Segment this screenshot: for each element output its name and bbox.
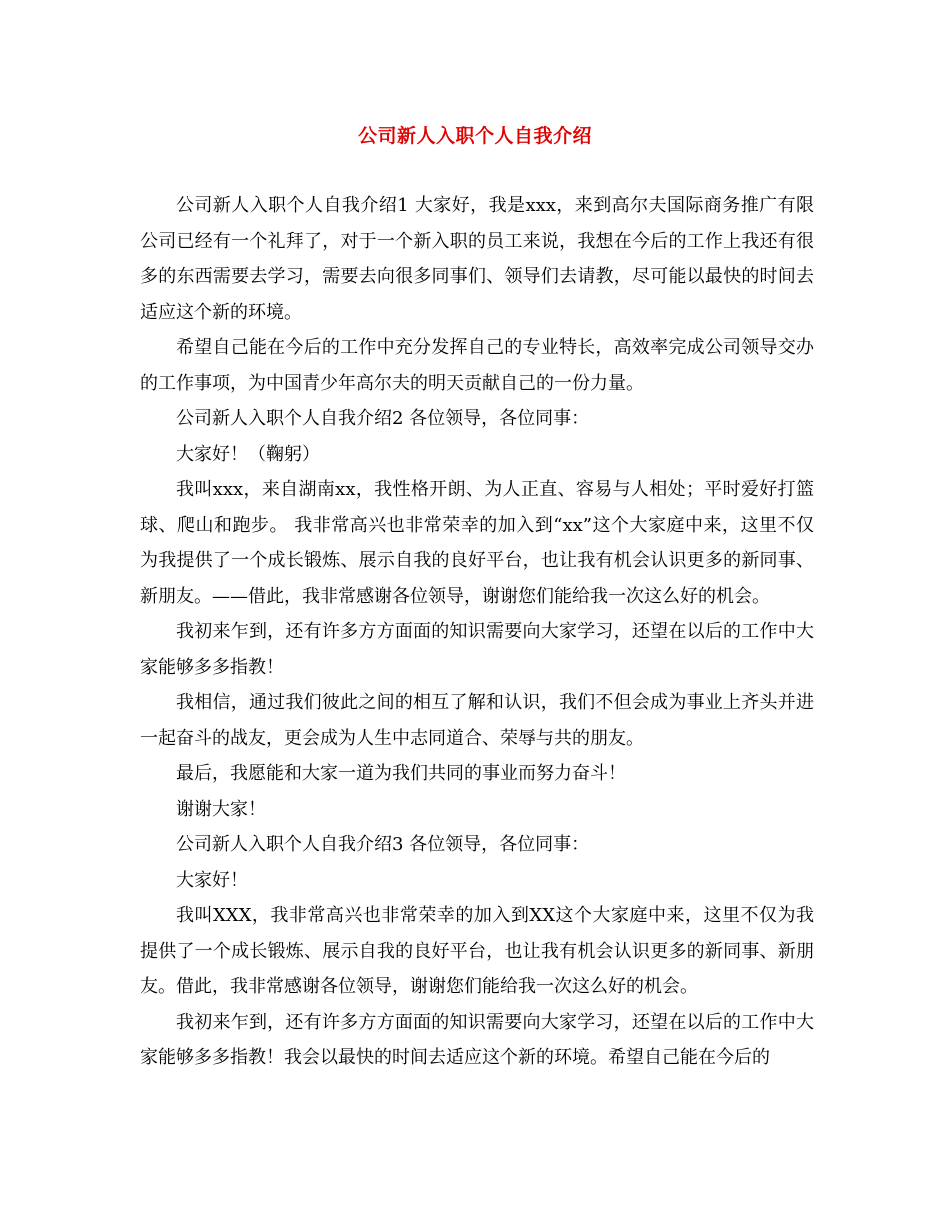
paragraph-thanks: 谢谢大家！ <box>176 798 266 820</box>
paragraph-new-arrival: 我初来乍到，还有许多方方面面的知识需要向大家学习，还望在以后的工作中大家能够多多指教！ <box>140 621 814 678</box>
paragraph-greeting-2: 大家好！ <box>176 869 248 891</box>
paragraph-greeting: 大家好！（鞠躬） <box>176 443 320 465</box>
paragraph-self-introduction-2: 我叫XXX，我非常高兴也非常荣幸的加入到XX这个大家庭中来，这里不仅为我提供了一个成长锻炼、展示自我的良好平台，也让我有机会认识更多的新同事、新朋友。借此，我非常感谢各位领导，谢谢您们能给我一次这么好的机会。 <box>140 905 814 997</box>
paragraph-belief: 我相信，通过我们彼此之间的相互了解和认识，我们不但会成为事业上齐头并进一起奋斗的战友，更会成为人生中志同道合、荣辱与共的朋友。 <box>140 692 814 749</box>
paragraph-self-introduction: 我叫xxx，来自湖南xx，我性格开朗、为人正直、容易与人相处；平时爱好打篮球、爬山和跑步。 我非常高兴也非常荣幸的加入到“xx”这个大家庭中来，这里不仅为我提供了一个成长锻炼、展示自我的良好平台，也让我有机会认识更多的新同事、新朋友。——借此，我非常感谢各位领导，谢谢您们能给我一次这么好的机会。 <box>140 479 814 607</box>
paragraph-intro-1: 公司新人入职个人自我介绍1 大家好，我是xxx，来到高尔夫国际商务推广有限公司已经有一个礼拜了，对于一个新入职的员工来说，我想在今后的工作上我还有很多的东西需要去学习，需要去向很多同事们、领导们去请教，尽可能以最快的时间去适应这个新的环境。 <box>140 195 814 323</box>
paragraph-intro-1-hope: 希望自己能在今后的工作中充分发挥自己的专业特长，高效率完成公司领导交办的工作事项，为中国青少年高尔夫的明天贡献自己的一份力量。 <box>140 337 814 394</box>
paragraph-new-arrival-2: 我初来乍到，还有许多方方面面的知识需要向大家学习，还望在以后的工作中大家能够多多指教！我会以最快的时间去适应这个新的环境。希望自己能在今后的 <box>140 1011 814 1068</box>
paragraph-intro-2-heading: 公司新人入职个人自我介绍2 各位领导，各位同事： <box>176 408 590 429</box>
paragraph-closing: 最后，我愿能和大家一道为我们共同的事业而努力奋斗！ <box>176 763 626 784</box>
document-body <box>140 188 814 1076</box>
paragraph-intro-3-heading: 公司新人入职个人自我介绍3 各位领导，各位同事： <box>176 834 590 855</box>
document-title: 公司新人入职个人自我介绍 <box>357 125 592 147</box>
